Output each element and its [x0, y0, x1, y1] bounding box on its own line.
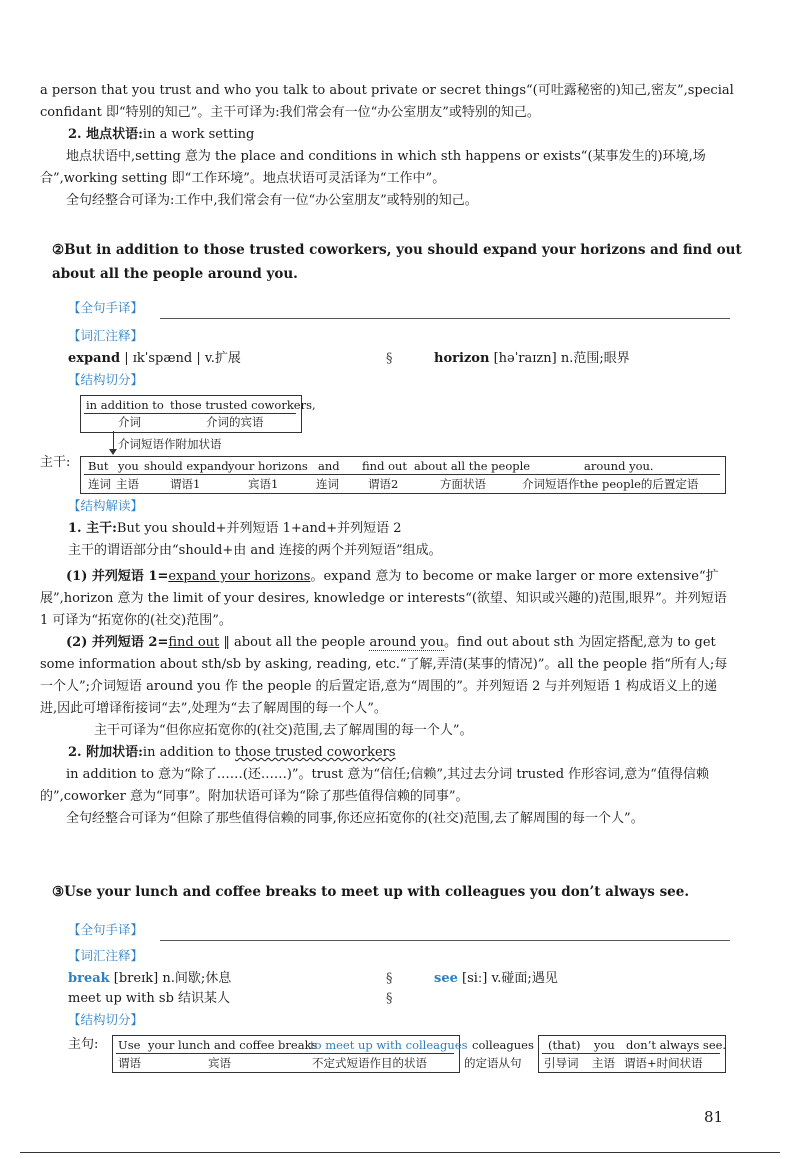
diag-word: in addition to — [86, 398, 164, 412]
tag-vocab-2: 【词汇注释】 — [68, 328, 144, 343]
vocab-see-def: [siː] v.碰面;遇见 — [462, 971, 558, 986]
diag-label: 主语 — [592, 1056, 615, 1070]
footer-rule — [20, 1152, 780, 1153]
intro-line-1: a person that you trust and who you talk to about private or secret things“(可吐露秘密的)知己,密友”,special — [40, 83, 734, 98]
tag-translate-3: 【全句手译】 — [68, 922, 144, 937]
diag-label: 宾语1 — [248, 477, 279, 491]
vocab-expand-def: | ɪkˈspænd | v.扩展 — [124, 351, 241, 366]
read-1a-underlined: expand your horizons — [168, 569, 311, 584]
vocab-see-word: see — [434, 971, 458, 986]
diag-label: 连词 — [316, 477, 339, 491]
read-1b — [40, 632, 732, 720]
tag-vocab-3: 【词汇注释】 — [68, 948, 144, 963]
diag-label: 不定式短语作目的状语 — [312, 1056, 427, 1070]
diag-word: But — [88, 459, 109, 473]
tag-read-2: 【结构解读】 — [68, 498, 144, 513]
vocab-divider-icon: § — [386, 991, 393, 1006]
item-2-label: 2. 地点状语: — [68, 127, 143, 142]
vocab-see — [434, 968, 558, 990]
read-2 — [68, 742, 396, 764]
translation-blank-2[interactable] — [160, 318, 730, 319]
tag-struct-3: 【结构切分】 — [68, 1012, 144, 1027]
diag-label: 介词短语作the people的后置定语 — [522, 477, 699, 491]
diag-word: to meet up with colleagues — [310, 1038, 468, 1052]
vocab-horizon — [434, 348, 630, 370]
sentence-2-heading: ②But in addition to those trusted coworkers, you should expand your horizons and find out about all the people around you. — [52, 242, 742, 282]
vocab-expand-word: expand — [68, 351, 121, 366]
vocab-divider-icon: § — [386, 351, 393, 366]
diag-label: 的定语从句 — [464, 1056, 522, 1070]
vocab-break-word: break — [68, 971, 110, 986]
read-1b-underlined: find out — [168, 635, 220, 650]
read-2-pre: in addition to — [142, 745, 236, 760]
vocab-expand — [68, 348, 241, 370]
arrow-down-icon — [109, 449, 117, 455]
read-1-label: 1. 主干: — [68, 521, 117, 536]
diag-word: (that) — [548, 1038, 581, 1052]
read-3-paragraph: 全句经整合可译为“但除了那些值得信赖的同事,你还应拓宽你的(社交)范围,去了解周围的每一个人”。 — [66, 811, 644, 826]
main-label: 主干: — [40, 455, 71, 470]
read-1a-text: 。expand 意为 to become or make larger or more extensive“扩展”,horizon 意为 the limit of your desires, knowledge or interests“(欲望、知识或兴趣的)范围,眼界”。并列短语 1 可译为“拓宽你的(社交)范围”。 — [40, 569, 727, 628]
diag-label: 引导词 — [544, 1056, 579, 1070]
diag-label: 宾语 — [208, 1056, 231, 1070]
diag-word: Use — [118, 1038, 141, 1052]
item-2-heading — [68, 124, 254, 146]
divider — [84, 413, 296, 414]
tag-struct-2: 【结构切分】 — [68, 372, 144, 387]
read-2-paragraph: in addition to 意为“除了……(还……)”。trust 意为“信任;信赖”,其过去分词 trusted 作形容词,意为“值得信赖的”,coworker 意为“同事”。附加状语可译为“除了那些值得信赖的同事”。 — [40, 767, 709, 804]
diag-word: your horizons — [228, 459, 308, 473]
read-1b-text: 。find out about sth 为固定搭配,意为 to get some information about sth/sb by asking, reading, etc.“了解,弄清(某事的情况)”。all the people 指“所有人;每一个人”;介词短语 around you 作 the people 的后置定语,意为“周围的”。并列短语 2 与并列短语 1 构成语义上的递进,因此可增译衔接词“去”,处理为“去了解周围的每一个人”。 — [40, 635, 728, 716]
diag-word: about all the people — [414, 459, 531, 473]
diag-label: 谓语2 — [368, 477, 399, 491]
intro-paragraph-1: 地点状语中,setting 意为 the place and conditions in which sth happens or exists“(某事发生的)环境,场合”,working setting 即“工作环境”。地点状语可灵活译为“工作中”。 — [40, 149, 706, 186]
tag-translate-2: 【全句手译】 — [68, 300, 144, 315]
item-2-text: in a work setting — [142, 127, 255, 142]
diag-word: your lunch and coffee breaks — [148, 1038, 318, 1052]
vocab-meet-up: meet up with sb 结识某人 — [68, 991, 231, 1006]
read-1 — [68, 518, 402, 540]
diag-label: 介词 — [118, 415, 141, 429]
arrow-label: 介词短语作附加状语 — [118, 437, 222, 451]
read-1a — [40, 566, 732, 632]
diag-word: colleagues — [472, 1038, 534, 1052]
diag-label: 主语 — [116, 477, 139, 491]
diag-word: should expand — [144, 459, 229, 473]
diag-word: around you. — [584, 459, 654, 473]
diag-word: and — [318, 459, 340, 473]
vocab-divider-icon: § — [386, 971, 393, 986]
read-1a-label: (1) 并列短语 1= — [66, 569, 169, 584]
diag-word: those trusted coworkers, — [170, 398, 316, 412]
diag-word: you — [118, 459, 139, 473]
divider — [84, 474, 720, 475]
read-1c: 主干可译为“但你应拓宽你的(社交)范围,去了解周围的每一个人”。 — [94, 723, 473, 738]
diag-word: don’t always see. — [626, 1038, 727, 1052]
intro-line-2: confidant 即“特别的知己”。主干可译为:我们常会有一位“办公室朋友”或特别的知己。 — [40, 105, 540, 120]
read-1b-label: (2) 并列短语 2= — [66, 635, 169, 650]
vocab-break-def: [breɪk] n.间歇;休息 — [113, 971, 232, 986]
main-clause-label: 主句: — [68, 1037, 99, 1052]
diag-label: 谓语+时间状语 — [624, 1056, 703, 1070]
sentence-3-heading: ③Use your lunch and coffee breaks to meet up with colleagues you don’t always see. — [52, 884, 690, 900]
read-1-text: But you should+并列短语 1+and+并列短语 2 — [116, 521, 402, 536]
vocab-horizon-word: horizon — [434, 351, 490, 366]
read-2-label: 2. 附加状语: — [68, 745, 143, 760]
read-2-wavy: those trusted coworkers — [235, 745, 396, 760]
diag-label: 谓语1 — [170, 477, 201, 491]
divider — [116, 1053, 454, 1054]
vocab-horizon-def: [həˈraɪzn] n.范围;眼界 — [493, 351, 630, 366]
diag-label: 介词的宾语 — [206, 415, 264, 429]
diag-label: 方面状语 — [440, 477, 486, 491]
read-1b-mid: ‖ about all the people — [219, 635, 370, 650]
read-1b-dotted: around you — [369, 635, 444, 650]
translation-blank-3[interactable] — [160, 940, 730, 941]
diag-word: you — [594, 1038, 615, 1052]
page-number: 81 — [704, 1108, 724, 1126]
diag-word: find out — [362, 459, 408, 473]
divider — [542, 1053, 720, 1054]
diag-label: 谓语 — [118, 1056, 141, 1070]
intro-paragraph-2: 全句经整合可译为:工作中,我们常会有一位“办公室朋友”或特别的知己。 — [66, 193, 478, 208]
vocab-break — [68, 968, 231, 990]
diag-label: 连词 — [88, 477, 111, 491]
read-1-paragraph: 主干的谓语部分由“should+由 and 连接的两个并列短语”组成。 — [68, 543, 442, 558]
